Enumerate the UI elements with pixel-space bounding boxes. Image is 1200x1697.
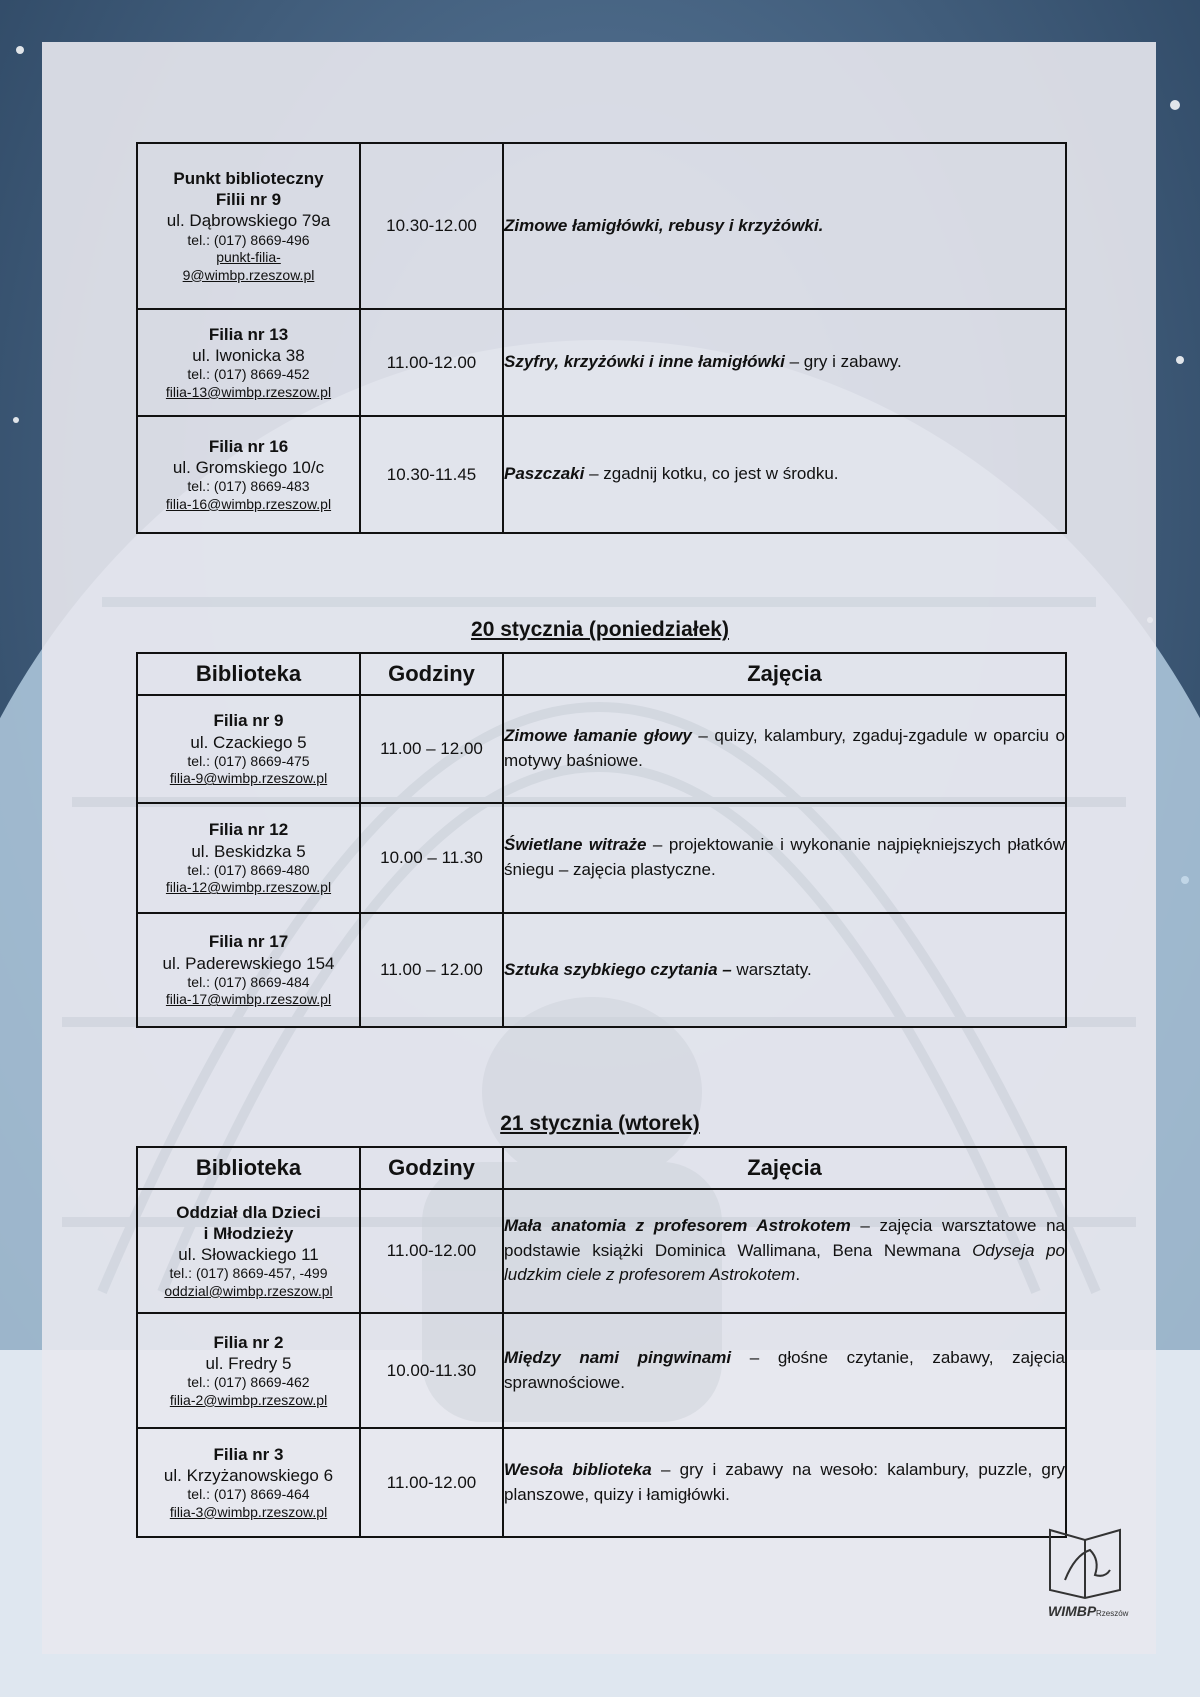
activity-description: – gry i zabawy na wesoło: kalambury, puzzle, gry planszowe, quizy i łamigłówki. [504,1459,1066,1504]
activity-title: Zimowe łamigłówki, rebusy i krzyżówki. [504,215,824,235]
library-address: ul. Krzyżanowskiego 6 [163,1466,334,1485]
library-cell [137,416,360,533]
logo-text: WIMBP [1048,1603,1097,1619]
library-name: Filia nr 3 [213,1444,284,1464]
column-header-library: Biblioteka [137,653,360,695]
wimbp-logo [1040,1520,1130,1630]
activity-description: – quizy, kalambury, zgaduj-zgadule w oparciu o motywy baśniowe. [504,726,1065,770]
library-phone: tel.: (017) 8669-457, -499 [169,1265,328,1282]
library-address: ul. Czackiego 5 [190,732,307,752]
library-email-link[interactable]: filia-2@wimbp.rzeszow.pl [169,1391,328,1408]
library-email-link-line2[interactable]: 9@wimbp.rzeszow.pl [182,266,315,283]
activity-cell [503,695,1066,803]
library-email-link[interactable]: oddzial@wimbp.rzeszow.pl [164,1282,333,1299]
hours-cell: 11.00-12.00 [360,1428,503,1537]
library-phone: tel.: (017) 8669-462 [187,1374,310,1391]
activity-description: warsztaty. [731,959,812,979]
activity-cell [503,416,1066,533]
library-name: Filia nr 16 [208,436,289,456]
library-address: ul. Słowackiego 11 [178,1245,319,1265]
library-name: Filia nr 17 [208,932,289,952]
activity-description: – projektowanie i wykonanie najpiękniejszych płatków śniegu – zajęcia plastyczne. [504,835,1065,879]
library-name: Punkt biblioteczny [173,168,324,188]
schedule-table-continued [136,142,1067,534]
library-address: ul. Dąbrowskiego 79a [166,211,331,231]
library-cell [137,695,360,803]
hours-cell: 10.00-11.30 [360,1313,503,1428]
library-email-link[interactable]: filia-17@wimbp.rzeszow.pl [165,991,332,1008]
library-name: Filia nr 9 [213,711,284,731]
activity-title: Zimowe łamanie głowy [504,726,692,746]
activity-cell [503,913,1066,1027]
schedule-table-jan-21 [136,1146,1067,1538]
library-cell [137,1189,360,1313]
library-cell [137,913,360,1027]
column-header-hours: Godziny [360,653,503,695]
library-email-link[interactable]: filia-16@wimbp.rzeszow.pl [165,495,332,512]
library-phone: tel.: (017) 8669-480 [187,861,310,878]
table-row [137,1428,1066,1537]
table-row [137,1313,1066,1428]
activity-title: Wesoła biblioteka [504,1459,652,1479]
table-header-row [137,1147,1066,1189]
table-row [137,803,1066,913]
library-email-link[interactable]: punkt-filia- [216,249,281,266]
activity-description: – zgadnij kotku, co jest w środku. [584,464,839,484]
library-name: Oddział dla Dzieci [176,1202,321,1222]
table-header-row [137,653,1066,695]
activity-title: Sztuka szybkiego czytania – [504,959,732,979]
activity-title: Mała anatomia z profesorem Astrokotem [504,1216,851,1236]
library-email-link[interactable]: filia-12@wimbp.rzeszow.pl [165,879,332,896]
library-email-link[interactable]: filia-9@wimbp.rzeszow.pl [169,770,328,787]
library-cell [137,1313,360,1428]
hours-cell: 11.00-12.00 [360,309,503,416]
table-row [137,309,1066,416]
activity-title: Świetlane witraże [504,835,647,855]
activity-description: – głośne czytanie, zabawy, zajęcia sprawnościowe. [504,1347,1065,1392]
book-title: Odyseja po ludzkim ciele z profesorem Astrokotem [504,1240,1065,1285]
library-address: ul. Beskidzka 5 [191,841,306,861]
library-email-link[interactable]: filia-13@wimbp.rzeszow.pl [165,383,332,400]
activity-title: Szyfry, krzyżówki i inne łamigłówki [504,352,785,372]
activity-title: Paszczaki [504,464,585,484]
library-email-link[interactable]: filia-3@wimbp.rzeszow.pl [169,1503,328,1520]
activity-cell [503,1313,1066,1428]
schedule-table-jan-20 [136,652,1067,1028]
library-address: ul. Iwonicka 38 [192,346,305,365]
hours-cell: 10.30-11.45 [360,416,503,533]
column-header-activity: Zajęcia [503,1147,1066,1189]
table-row [137,143,1066,309]
hours-cell: 10.00 – 11.30 [360,803,503,913]
library-phone: tel.: (017) 8669-484 [187,973,310,990]
activity-description-end: . [795,1265,801,1285]
table-row [137,1189,1066,1313]
library-address: ul. Fredry 5 [205,1354,292,1373]
library-cell [137,803,360,913]
activity-description: – gry i zabawy. [784,352,902,372]
activity-cell [503,1189,1066,1313]
library-cell [137,309,360,416]
library-name-line2: Filii nr 9 [215,190,282,210]
library-name: Filia nr 2 [213,1332,284,1352]
column-header-library: Biblioteka [137,1147,360,1189]
column-header-activity: Zajęcia [503,653,1066,695]
library-address: ul. Paderewskiego 154 [162,953,335,973]
activity-description: – zajęcia warsztatowe na podstawie książki Dominica Wallimana, Bena Newmana [504,1216,1065,1260]
table-row [137,913,1066,1027]
library-cell [137,1428,360,1537]
library-phone: tel.: (017) 8669-496 [187,231,310,248]
hours-cell: 11.00 – 12.00 [360,913,503,1027]
hours-cell: 10.30-12.00 [360,143,503,309]
table-row [137,695,1066,803]
date-heading [0,618,1200,642]
library-name-line2: i Młodzieży [203,1223,294,1243]
date-heading-text: 21 stycznia (wtorek) [500,1112,700,1135]
activity-cell [503,309,1066,416]
library-address: ul. Gromskiego 10/c [172,458,325,477]
logo-subtext: Rzeszów [1096,1609,1129,1618]
library-cell [137,143,360,309]
activity-cell [503,143,1066,309]
date-heading-text: 20 stycznia (poniedziałek) [471,618,729,641]
date-heading [0,1112,1200,1136]
table-row [137,416,1066,533]
hours-cell: 11.00 – 12.00 [360,695,503,803]
activity-cell [503,803,1066,913]
library-phone: tel.: (017) 8669-452 [187,366,310,383]
library-name: Filia nr 12 [208,820,289,840]
column-header-hours: Godziny [360,1147,503,1189]
activity-cell [503,1428,1066,1537]
library-phone: tel.: (017) 8669-483 [187,478,310,495]
hours-cell: 11.00-12.00 [360,1189,503,1313]
activity-title: Między nami pingwinami [504,1347,732,1367]
library-phone: tel.: (017) 8669-464 [187,1486,310,1503]
library-name: Filia nr 13 [208,324,289,344]
library-phone: tel.: (017) 8669-475 [187,752,310,769]
